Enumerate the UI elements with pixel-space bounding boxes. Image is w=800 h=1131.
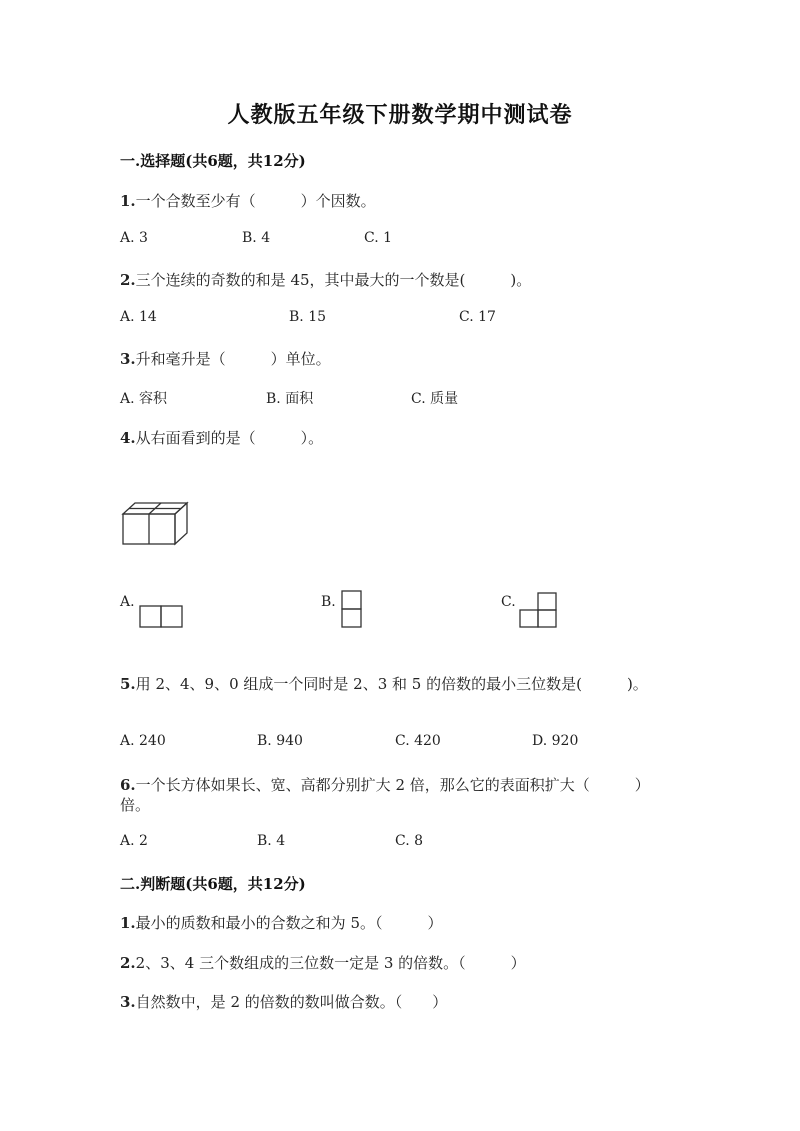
question-number: 3. [120,993,136,1011]
question-number: 2. [120,954,136,972]
question-text: 2、3、4 三个数组成的三位数一定是 3 的倍数。（ ） [135,954,526,972]
question-text: 用 2、4、9、0 组成一个同时是 2、3 和 5 的倍数的最小三位数是( )。 [135,675,648,693]
view-two-stacked-icon [340,589,364,631]
option-a: A. [120,594,135,610]
option-c: C. 420 [395,733,441,749]
question-number: 5. [120,675,136,693]
question-number: 2. [120,271,136,289]
view-two-side-by-side-icon [138,604,186,630]
question-3 [120,348,331,369]
question-2 [120,269,531,290]
option-b: B. 940 [257,733,303,749]
question-4 [120,427,323,448]
option-c: C. 质量 [411,391,459,407]
option-a: A. 3 [120,230,148,246]
question-6 [120,774,650,795]
question-text: 从右面看到的是（ ）。 [135,429,324,447]
option-c: C. 1 [364,230,393,246]
option-a: A. 14 [120,309,157,325]
question-6-continued: 倍。 [120,796,151,814]
question-number: 1. [120,192,136,210]
question-number: 4. [120,429,136,447]
option-a: A. 240 [120,733,166,749]
option-c: C. [501,594,516,610]
question-number: 6. [120,776,136,794]
judgement-question-2 [120,952,526,973]
option-a: A. 容积 [120,391,168,407]
section-heading-judgement: 二.判断题(共6题，共12分) [120,875,306,893]
judgement-question-3 [120,991,447,1012]
option-a: A. 2 [120,833,148,849]
option-b: B. [321,594,336,610]
question-1 [120,190,376,211]
question-number: 3. [120,350,136,368]
option-b: B. 面积 [266,391,314,407]
question-text: 三个连续的奇数的和是 45，其中最大的一个数是( )。 [135,271,532,289]
cuboid-figure [118,500,192,548]
option-d: D. 920 [532,733,579,749]
option-c: C. 17 [459,309,496,325]
question-number: 1. [120,914,136,932]
option-c: C. 8 [395,833,424,849]
section-heading-choice: 一.选择题(共6题，共12分) [120,152,306,170]
page-title: 人教版五年级下册数学期中测试卷 [227,102,573,128]
question-text: 一个合数至少有（ ）个因数。 [135,192,376,210]
question-text: 一个长方体如果长、宽、高都分别扩大 2 倍，那么它的表面积扩大（ ） [135,776,650,794]
option-b: B. 15 [289,309,327,325]
view-l-shape-icon [518,591,560,631]
judgement-question-1 [120,912,443,933]
question-text: 升和毫升是（ ）单位。 [135,350,331,368]
question-text: 自然数中，是 2 的倍数的数叫做合数。（ ） [135,993,448,1011]
question-5 [120,673,648,694]
option-b: B. 4 [257,833,286,849]
question-text: 最小的质数和最小的合数之和为 5。（ ） [135,914,443,932]
option-b: B. 4 [242,230,271,246]
